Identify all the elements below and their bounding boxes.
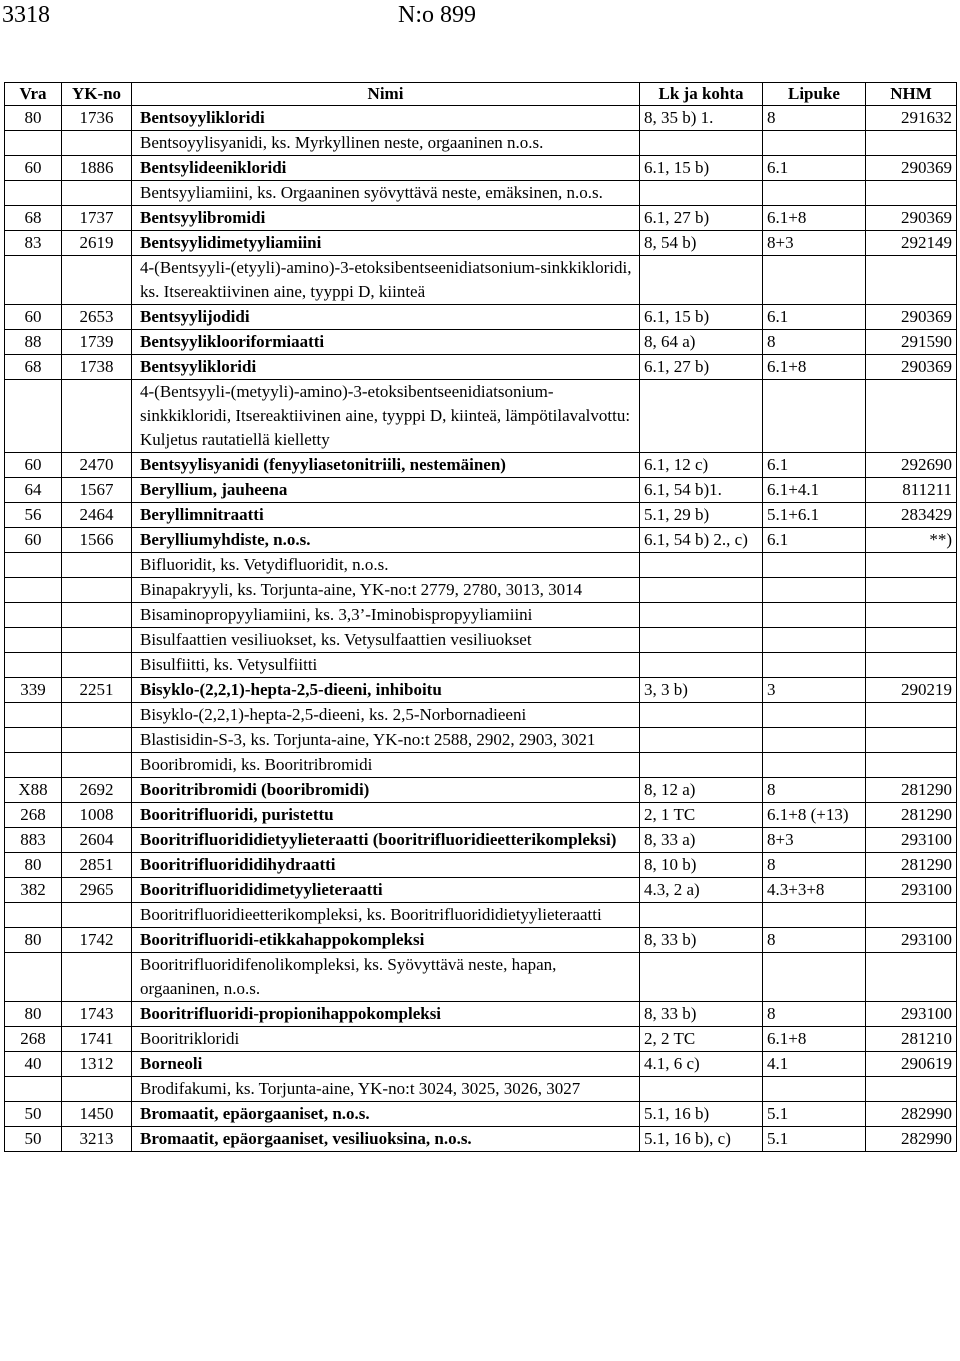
cell-nhm: **)	[866, 528, 957, 553]
col-header-lk-ja-kohta: Lk ja kohta	[640, 83, 763, 106]
table-row	[5, 156, 957, 181]
cell-lk-ja-kohta	[640, 703, 763, 728]
cell-vra	[5, 603, 62, 628]
header-row	[5, 83, 957, 106]
col-header-nimi: Nimi	[132, 83, 640, 106]
cell-nhm: 281210	[866, 1027, 957, 1052]
cell-nhm	[866, 628, 957, 653]
cell-lipuke	[763, 753, 866, 778]
cell-yk-no: 1736	[62, 106, 132, 131]
cell-yk-no: 2619	[62, 231, 132, 256]
cell-nimi: Booritrifluoridifenolikompleksi, ks. Syövyttävä neste, hapan, orgaaninen, n.o.s.	[132, 953, 640, 1002]
cell-nimi: Booritrifluorididihydraatti	[132, 853, 640, 878]
cell-nimi: Booritrifluoridi-propionihappokompleksi	[132, 1002, 640, 1027]
cell-nimi: Bentsyyliklooriformiaatti	[132, 330, 640, 355]
table-row	[5, 703, 957, 728]
cell-vra	[5, 1077, 62, 1102]
cell-lipuke	[763, 953, 866, 1002]
table-row	[5, 181, 957, 206]
cell-lipuke: 4.3+3+8	[763, 878, 866, 903]
cell-lk-ja-kohta: 4.3, 2 a)	[640, 878, 763, 903]
cell-nhm: 282990	[866, 1102, 957, 1127]
cell-yk-no: 2251	[62, 678, 132, 703]
cell-lk-ja-kohta: 5.1, 16 b), c)	[640, 1127, 763, 1152]
cell-lipuke: 5.1	[763, 1127, 866, 1152]
cell-nhm: 292690	[866, 453, 957, 478]
cell-lipuke: 8	[763, 928, 866, 953]
cell-nimi: Bentsoyylisyanidi, ks. Myrkyllinen neste, orgaaninen n.o.s.	[132, 131, 640, 156]
cell-vra: 60	[5, 528, 62, 553]
cell-lipuke	[763, 578, 866, 603]
table-row	[5, 753, 957, 778]
cell-nhm: 281290	[866, 853, 957, 878]
cell-vra	[5, 728, 62, 753]
cell-vra: 60	[5, 453, 62, 478]
cell-lk-ja-kohta: 8, 12 a)	[640, 778, 763, 803]
cell-vra	[5, 628, 62, 653]
cell-yk-no: 2692	[62, 778, 132, 803]
cell-lk-ja-kohta	[640, 603, 763, 628]
cell-nimi: Bentsylideenikloridi	[132, 156, 640, 181]
page-header	[0, 0, 960, 40]
cell-yk-no	[62, 578, 132, 603]
cell-nhm: 281290	[866, 803, 957, 828]
table-row	[5, 1127, 957, 1152]
cell-nhm: 290369	[866, 305, 957, 330]
cell-lipuke: 5.1	[763, 1102, 866, 1127]
cell-nimi: Brodifakumi, ks. Torjunta-aine, YK-no:t 3024, 3025, 3026, 3027	[132, 1077, 640, 1102]
cell-vra: 883	[5, 828, 62, 853]
cell-nimi: Borneoli	[132, 1052, 640, 1077]
cell-lipuke: 6.1+8	[763, 1027, 866, 1052]
cell-nimi: Booritribromidi (booribromidi)	[132, 778, 640, 803]
cell-yk-no: 1742	[62, 928, 132, 953]
cell-lipuke: 6.1	[763, 453, 866, 478]
issue-number: N:o 899	[398, 2, 476, 28]
cell-nimi: Booritrifluorididietyylieteraatti (booritrifluoridieetterikompleksi)	[132, 828, 640, 853]
cell-vra: 88	[5, 330, 62, 355]
cell-yk-no	[62, 181, 132, 206]
cell-lipuke	[763, 903, 866, 928]
table-row	[5, 578, 957, 603]
table-row	[5, 206, 957, 231]
cell-lipuke	[763, 703, 866, 728]
table-row	[5, 330, 957, 355]
col-header-vra: Vra	[5, 83, 62, 106]
cell-lipuke	[763, 131, 866, 156]
cell-nimi: 4-(Bentsyyli-(metyyli)-amino)-3-etoksibentseenidiatsonium-sinkkikloridi, Itsereaktiivinen aine, tyyppi D, kiinteä, lämpötilavalvottu: Kuljetus rautatiellä kielletty	[132, 380, 640, 453]
cell-lk-ja-kohta	[640, 628, 763, 653]
cell-lipuke: 8+3	[763, 828, 866, 853]
cell-yk-no	[62, 703, 132, 728]
cell-lipuke: 6.1+4.1	[763, 478, 866, 503]
cell-nhm	[866, 603, 957, 628]
cell-vra: 80	[5, 106, 62, 131]
cell-lipuke: 4.1	[763, 1052, 866, 1077]
cell-lipuke: 6.1+8 (+13)	[763, 803, 866, 828]
table-row	[5, 106, 957, 131]
cell-nhm	[866, 131, 957, 156]
cell-nhm: 290369	[866, 206, 957, 231]
cell-nimi: Bromaatit, epäorgaaniset, n.o.s.	[132, 1102, 640, 1127]
cell-lipuke	[763, 181, 866, 206]
table-row	[5, 256, 957, 305]
cell-lipuke: 6.1+8	[763, 355, 866, 380]
cell-yk-no	[62, 753, 132, 778]
cell-nhm: 291590	[866, 330, 957, 355]
cell-lk-ja-kohta: 5.1, 29 b)	[640, 503, 763, 528]
cell-nhm: 290369	[866, 156, 957, 181]
cell-nimi: Bentsoyylikloridi	[132, 106, 640, 131]
cell-nimi: Bentsyylikloridi	[132, 355, 640, 380]
cell-lipuke: 8+3	[763, 231, 866, 256]
cell-lipuke	[763, 653, 866, 678]
col-header-nhm: NHM	[866, 83, 957, 106]
table-row	[5, 678, 957, 703]
table-row	[5, 1027, 957, 1052]
cell-lk-ja-kohta	[640, 728, 763, 753]
cell-lk-ja-kohta: 6.1, 27 b)	[640, 355, 763, 380]
cell-lk-ja-kohta	[640, 578, 763, 603]
cell-lipuke	[763, 628, 866, 653]
table-row	[5, 803, 957, 828]
cell-nhm: 290219	[866, 678, 957, 703]
cell-vra	[5, 903, 62, 928]
cell-yk-no: 1739	[62, 330, 132, 355]
cell-nimi: Bentsyylibromidi	[132, 206, 640, 231]
cell-nhm: 292149	[866, 231, 957, 256]
cell-nhm: 811211	[866, 478, 957, 503]
cell-nimi: Booritrikloridi	[132, 1027, 640, 1052]
cell-lipuke: 8	[763, 1002, 866, 1027]
cell-lipuke: 8	[763, 853, 866, 878]
cell-lipuke: 5.1+6.1	[763, 503, 866, 528]
table-row	[5, 603, 957, 628]
cell-yk-no	[62, 653, 132, 678]
cell-vra: 60	[5, 156, 62, 181]
cell-vra: 56	[5, 503, 62, 528]
cell-vra: 339	[5, 678, 62, 703]
cell-yk-no: 1741	[62, 1027, 132, 1052]
cell-nhm	[866, 728, 957, 753]
cell-vra: 50	[5, 1102, 62, 1127]
cell-vra	[5, 181, 62, 206]
cell-nhm	[866, 953, 957, 1002]
cell-lk-ja-kohta	[640, 1077, 763, 1102]
cell-yk-no: 1737	[62, 206, 132, 231]
table-row	[5, 553, 957, 578]
cell-nimi: Booribromidi, ks. Booritribromidi	[132, 753, 640, 778]
cell-vra: 382	[5, 878, 62, 903]
cell-lk-ja-kohta: 8, 33 a)	[640, 828, 763, 853]
cell-yk-no	[62, 380, 132, 453]
cell-vra: 80	[5, 853, 62, 878]
cell-lipuke: 8	[763, 778, 866, 803]
cell-yk-no	[62, 553, 132, 578]
cell-lk-ja-kohta: 6.1, 54 b) 2., c)	[640, 528, 763, 553]
cell-nhm	[866, 703, 957, 728]
table-row	[5, 828, 957, 853]
cell-lipuke	[763, 380, 866, 453]
cell-nhm	[866, 181, 957, 206]
cell-vra	[5, 703, 62, 728]
cell-lipuke: 3	[763, 678, 866, 703]
cell-lk-ja-kohta	[640, 903, 763, 928]
cell-nimi: Bromaatit, epäorgaaniset, vesiliuoksina, n.o.s.	[132, 1127, 640, 1152]
table-row	[5, 903, 957, 928]
cell-yk-no: 1566	[62, 528, 132, 553]
table-row	[5, 478, 957, 503]
cell-vra	[5, 953, 62, 1002]
cell-lk-ja-kohta	[640, 256, 763, 305]
cell-nimi: Binapakryyli, ks. Torjunta-aine, YK-no:t 2779, 2780, 3013, 3014	[132, 578, 640, 603]
cell-nimi: 4-(Bentsyyli-(etyyli)-amino)-3-etoksibentseenidiatsonium-sinkkikloridi, ks. Itsereaktiivinen aine, tyyppi D, kiinteä	[132, 256, 640, 305]
cell-lk-ja-kohta: 8, 64 a)	[640, 330, 763, 355]
cell-nhm: 290619	[866, 1052, 957, 1077]
cell-vra: X88	[5, 778, 62, 803]
cell-yk-no: 2965	[62, 878, 132, 903]
table-row	[5, 355, 957, 380]
cell-nimi: Beryllimnitraatti	[132, 503, 640, 528]
cell-nhm: 290369	[866, 355, 957, 380]
cell-lk-ja-kohta: 8, 33 b)	[640, 928, 763, 953]
cell-yk-no	[62, 728, 132, 753]
cell-yk-no	[62, 131, 132, 156]
table-row	[5, 528, 957, 553]
cell-lipuke: 6.1	[763, 156, 866, 181]
cell-yk-no	[62, 953, 132, 1002]
cell-vra: 68	[5, 355, 62, 380]
cell-nhm: 293100	[866, 1002, 957, 1027]
cell-nimi: Booritrifluorididimetyylieteraatti	[132, 878, 640, 903]
cell-nimi: Booritrifluoridi-etikkahappokompleksi	[132, 928, 640, 953]
cell-lk-ja-kohta	[640, 653, 763, 678]
cell-nimi: Blastisidin-S-3, ks. Torjunta-aine, YK-no:t 2588, 2902, 2903, 3021	[132, 728, 640, 753]
cell-nhm	[866, 1077, 957, 1102]
cell-lipuke: 8	[763, 106, 866, 131]
cell-nhm: 281290	[866, 778, 957, 803]
cell-lipuke: 8	[763, 330, 866, 355]
cell-lk-ja-kohta: 8, 33 b)	[640, 1002, 763, 1027]
cell-lipuke	[763, 728, 866, 753]
table-row	[5, 628, 957, 653]
cell-lk-ja-kohta: 2, 1 TC	[640, 803, 763, 828]
cell-lk-ja-kohta: 6.1, 12 c)	[640, 453, 763, 478]
cell-nimi: Bisulfaattien vesiliuokset, ks. Vetysulfaattien vesiliuokset	[132, 628, 640, 653]
table-row	[5, 1052, 957, 1077]
cell-lipuke: 6.1	[763, 528, 866, 553]
cell-yk-no	[62, 628, 132, 653]
cell-lk-ja-kohta: 6.1, 15 b)	[640, 156, 763, 181]
cell-nimi: Beryllium, jauheena	[132, 478, 640, 503]
table-row	[5, 1077, 957, 1102]
table-row	[5, 928, 957, 953]
cell-lipuke	[763, 1077, 866, 1102]
cell-yk-no: 2604	[62, 828, 132, 853]
cell-nhm	[866, 553, 957, 578]
cell-lk-ja-kohta	[640, 553, 763, 578]
cell-yk-no	[62, 256, 132, 305]
cell-nimi: Bisaminopropyyliamiini, ks. 3,3’-Iminobispropyyliamiini	[132, 603, 640, 628]
cell-nhm: 293100	[866, 878, 957, 903]
cell-lk-ja-kohta	[640, 380, 763, 453]
cell-lk-ja-kohta	[640, 131, 763, 156]
cell-lk-ja-kohta: 2, 2 TC	[640, 1027, 763, 1052]
cell-lk-ja-kohta: 8, 35 b) 1.	[640, 106, 763, 131]
cell-yk-no: 2653	[62, 305, 132, 330]
cell-nhm	[866, 753, 957, 778]
cell-yk-no: 1886	[62, 156, 132, 181]
cell-vra: 64	[5, 478, 62, 503]
cell-vra	[5, 578, 62, 603]
cell-lipuke	[763, 553, 866, 578]
cell-yk-no: 3213	[62, 1127, 132, 1152]
cell-vra	[5, 653, 62, 678]
table-row	[5, 231, 957, 256]
cell-yk-no: 2464	[62, 503, 132, 528]
cell-yk-no	[62, 603, 132, 628]
cell-nimi: Bentsyylijodidi	[132, 305, 640, 330]
cell-lk-ja-kohta: 6.1, 27 b)	[640, 206, 763, 231]
table-row	[5, 853, 957, 878]
cell-vra: 60	[5, 305, 62, 330]
cell-lipuke	[763, 603, 866, 628]
table-row	[5, 131, 957, 156]
cell-lk-ja-kohta	[640, 753, 763, 778]
table-row	[5, 380, 957, 453]
cell-nhm	[866, 653, 957, 678]
cell-nhm: 291632	[866, 106, 957, 131]
cell-lk-ja-kohta: 5.1, 16 b)	[640, 1102, 763, 1127]
cell-vra: 268	[5, 1027, 62, 1052]
cell-lipuke	[763, 256, 866, 305]
cell-yk-no: 2851	[62, 853, 132, 878]
cell-lk-ja-kohta: 8, 54 b)	[640, 231, 763, 256]
cell-nimi: Bentsyylidimetyyliamiini	[132, 231, 640, 256]
cell-nhm	[866, 380, 957, 453]
cell-yk-no	[62, 1077, 132, 1102]
cell-nhm: 293100	[866, 828, 957, 853]
col-header-yk-no: YK-no	[62, 83, 132, 106]
page-number: 3318	[2, 2, 50, 28]
cell-vra: 80	[5, 928, 62, 953]
cell-lk-ja-kohta: 8, 10 b)	[640, 853, 763, 878]
cell-lipuke: 6.1+8	[763, 206, 866, 231]
cell-nimi: Booritrifluoridi, puristettu	[132, 803, 640, 828]
cell-vra	[5, 753, 62, 778]
table-row	[5, 305, 957, 330]
cell-lk-ja-kohta: 6.1, 15 b)	[640, 305, 763, 330]
table-row	[5, 1102, 957, 1127]
table-row	[5, 1002, 957, 1027]
cell-nhm	[866, 903, 957, 928]
cell-vra	[5, 256, 62, 305]
cell-nhm	[866, 256, 957, 305]
cell-nhm: 293100	[866, 928, 957, 953]
cell-nhm: 282990	[866, 1127, 957, 1152]
table-row	[5, 878, 957, 903]
cell-yk-no: 2470	[62, 453, 132, 478]
cell-nimi: Bentsyylisyanidi (fenyyliasetonitriili, nestemäinen)	[132, 453, 640, 478]
cell-yk-no: 1567	[62, 478, 132, 503]
cell-yk-no: 1450	[62, 1102, 132, 1127]
cell-lk-ja-kohta: 4.1, 6 c)	[640, 1052, 763, 1077]
cell-lk-ja-kohta: 6.1, 54 b)1.	[640, 478, 763, 503]
table-row	[5, 453, 957, 478]
cell-nimi: Bifluoridit, ks. Vetydifluoridit, n.o.s.	[132, 553, 640, 578]
cell-vra: 83	[5, 231, 62, 256]
cell-yk-no: 1738	[62, 355, 132, 380]
cell-yk-no: 1743	[62, 1002, 132, 1027]
cell-vra	[5, 553, 62, 578]
cell-vra: 50	[5, 1127, 62, 1152]
cell-nhm	[866, 578, 957, 603]
cell-yk-no: 1312	[62, 1052, 132, 1077]
cell-vra: 268	[5, 803, 62, 828]
dangerous-goods-table	[4, 82, 957, 1152]
table-row	[5, 728, 957, 753]
table-body	[5, 106, 957, 1152]
table-row	[5, 503, 957, 528]
cell-yk-no	[62, 903, 132, 928]
cell-vra	[5, 131, 62, 156]
cell-nimi: Booritrifluoridieetterikompleksi, ks. Booritrifluorididietyylieteraatti	[132, 903, 640, 928]
cell-lipuke: 6.1	[763, 305, 866, 330]
cell-nimi: Bisulfiitti, ks. Vetysulfiitti	[132, 653, 640, 678]
cell-nimi: Bisyklo-(2,2,1)-hepta-2,5-dieeni, ks. 2,5-Norbornadieeni	[132, 703, 640, 728]
cell-nimi: Bentsyyliamiini, ks. Orgaaninen syövyttävä neste, emäksinen, n.o.s.	[132, 181, 640, 206]
cell-lk-ja-kohta	[640, 953, 763, 1002]
cell-vra	[5, 380, 62, 453]
cell-lk-ja-kohta	[640, 181, 763, 206]
cell-vra: 80	[5, 1002, 62, 1027]
cell-vra: 40	[5, 1052, 62, 1077]
table-row	[5, 953, 957, 1002]
cell-lk-ja-kohta: 3, 3 b)	[640, 678, 763, 703]
table-row	[5, 653, 957, 678]
col-header-lipuke: Lipuke	[763, 83, 866, 106]
cell-nhm: 283429	[866, 503, 957, 528]
cell-nimi: Berylliumyhdiste, n.o.s.	[132, 528, 640, 553]
cell-yk-no: 1008	[62, 803, 132, 828]
cell-nimi: Bisyklo-(2,2,1)-hepta-2,5-dieeni, inhiboitu	[132, 678, 640, 703]
table-row	[5, 778, 957, 803]
cell-vra: 68	[5, 206, 62, 231]
